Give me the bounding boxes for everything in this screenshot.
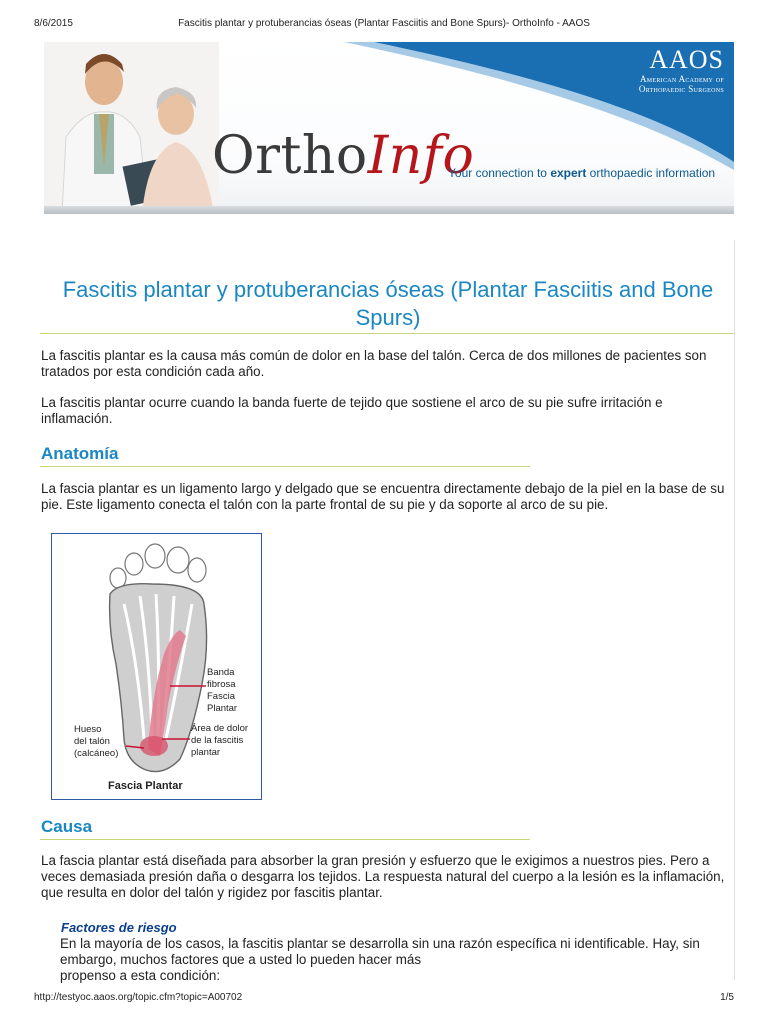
print-url[interactable]: http://testyoc.aaos.org/topic.cfm?topic=A00702 — [34, 992, 243, 1003]
aaos-line-1: American Academy of — [639, 74, 724, 84]
causa-paragraph: La fascia plantar está diseñada para absorber la gran presión y esfuerzo que le exigimos a nuestros pies. Pero a veces demasiada presión daña o desgarra los tejidos. La respuesta natural del cuerpo a la lesión es la inflamación, que resulta en dolor del talón y rigidez por fascitis plantar. — [41, 853, 725, 900]
tagline-bold: expert — [550, 166, 587, 180]
aaos-logo — [639, 46, 724, 94]
risk-line-1: En la mayoría de los casos, la fascitis plantar se desarrolla sin una razón específica ni identificable. Hay, sin embargo, muchos factores que a usted lo pueden hacer más — [60, 936, 700, 967]
orthoinfo-banner — [44, 42, 734, 214]
print-doc-title: Fascitis plantar y protuberancias óseas (Plantar Fasciitis and Bone Spurs)- OrthoInfo - AAOS — [178, 18, 590, 29]
plantar-fascia-figure — [51, 533, 262, 800]
banner-tagline — [448, 166, 715, 180]
print-page-number: 1/5 — [720, 992, 734, 1003]
label-area-line-3: plantar — [191, 747, 221, 758]
page-title: Fascitis plantar y protuberancias óseas (Plantar Fasciitis and Bone Spurs) — [62, 277, 714, 330]
label-hueso-line-2: del talón — [74, 736, 110, 747]
aaos-acronym: AAOS — [649, 45, 724, 74]
anatomia-divider — [40, 466, 530, 467]
causa-divider — [40, 839, 530, 840]
label-hueso-line-1: Hueso — [74, 724, 102, 735]
risk-factors-text — [60, 936, 730, 984]
label-hueso-talon — [74, 724, 118, 760]
risk-line-2: propenso a esta condición: — [60, 968, 221, 983]
aaos-line-2: Orthopaedic Surgeons — [638, 84, 724, 94]
print-header — [34, 18, 734, 32]
intro-paragraph-2: La fascitis plantar ocurre cuando la banda fuerte de tejido que sostiene el arco de su pie sufre irritación e inflamación. — [41, 395, 663, 426]
doctor-patient-photo — [44, 42, 219, 214]
title-divider — [40, 333, 734, 334]
label-banda-line-1: Banda fibrosa — [207, 667, 236, 690]
figure-caption: Fascia Plantar — [108, 780, 183, 792]
label-banda-line-2: Fascia Plantar — [207, 691, 238, 714]
print-date: 8/6/2015 — [34, 18, 73, 29]
logo-info: Info — [367, 126, 475, 186]
label-area-line-1: Área de dolor — [191, 723, 249, 734]
section-heading-anatomia: Anatomía — [41, 444, 119, 463]
content-side-rule — [734, 240, 735, 980]
label-area-dolor — [191, 723, 248, 759]
risk-factors-heading: Factores de riesgo — [61, 920, 177, 935]
tagline-post: orthopaedic information — [586, 166, 716, 180]
orthoinfo-logo — [212, 126, 475, 186]
logo-ortho: Ortho — [212, 126, 368, 186]
label-hueso-line-3: (calcáneo) — [74, 748, 119, 759]
anatomia-paragraph: La fascia plantar es un ligamento largo y delgado que se encuentra directamente debajo de la piel en la base de su pie. Este ligamento conecta el talón con la parte frontal de su pie y da soporte al arco de su pie. — [41, 481, 725, 512]
intro-paragraph-1: La fascitis plantar es la causa más común de dolor en la base del talón. Cerca de dos millones de pacientes son tratados por esta condición cada año. — [41, 348, 707, 379]
tagline-pre: Your connection to — [448, 166, 551, 180]
banner-bottom-bar — [44, 206, 734, 214]
print-footer — [34, 992, 734, 1006]
label-area-line-2: de la fascitis — [191, 735, 244, 746]
section-heading-causa: Causa — [41, 817, 93, 836]
label-banda-fibrosa — [207, 667, 261, 715]
